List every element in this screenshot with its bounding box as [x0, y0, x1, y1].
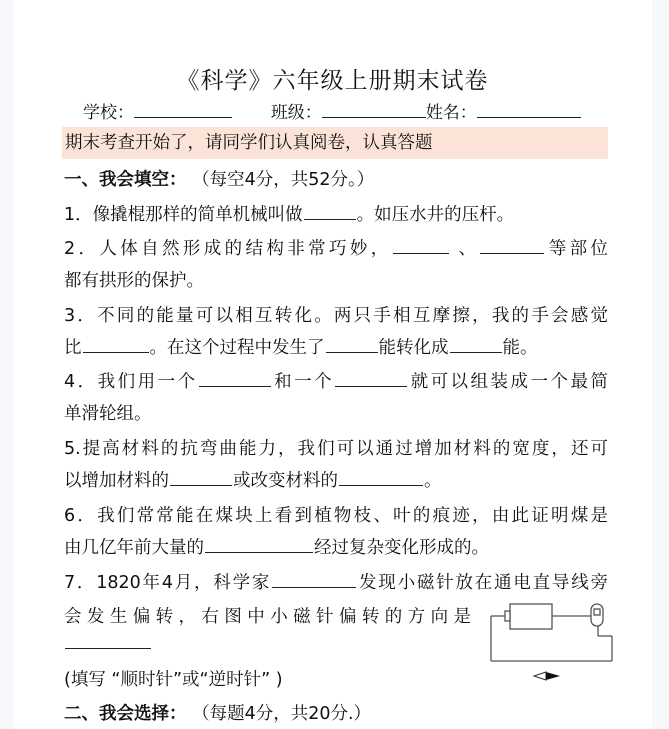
answer-blank[interactable]: [450, 337, 502, 353]
question-7-line2: 会发生偏转，右图中小磁针偏转的方向是: [64, 607, 474, 627]
question-1: 1．像撬棍那样的简单机械叫做 。如压水井的压杆。: [64, 205, 515, 225]
answer-blank[interactable]: [170, 470, 232, 486]
question-3-line2: 比 。在这个过程中发生了 能转化成 能。: [64, 338, 538, 358]
question-3-line1: 3．不同的能量可以相互转化。两只手相互摩擦，我的手会感觉: [64, 306, 608, 326]
answer-blank[interactable]: [393, 238, 449, 254]
answer-blank[interactable]: [339, 470, 423, 486]
answer-blank[interactable]: [304, 204, 356, 220]
answer-blank[interactable]: [326, 337, 378, 353]
circuit-battery-compass-icon: [488, 598, 613, 683]
answer-blank[interactable]: [83, 337, 149, 353]
class-field[interactable]: [322, 101, 426, 118]
question-6-line1: 6．我们常常能在煤块上看到植物枝、叶的痕迹，由此证明煤是: [64, 506, 608, 526]
question-5-line2: 以增加材料的 或改变材料的 。: [64, 471, 442, 491]
name-label: 姓名：: [425, 103, 477, 123]
instruction-banner: 期末考查开始了，请同学们认真阅卷，认真答题: [62, 127, 608, 159]
question-7-answer-line: [64, 633, 152, 654]
question-2-line1: 2．人体自然形成的结构非常巧妙， 、 等部位: [64, 239, 608, 259]
school-label: 学校：: [83, 103, 134, 123]
section1-heading: 一、我会填空： （每空4分，共52分。）: [64, 170, 375, 190]
page-title: 《科学》六年级上册期末试卷: [176, 68, 489, 94]
name-field[interactable]: [477, 101, 581, 118]
question-7-hint: (填写 “顺时针”或“逆时针” ): [64, 670, 283, 690]
school-field[interactable]: [134, 101, 232, 118]
question-4-line2: 单滑轮组。: [64, 404, 152, 424]
answer-blank[interactable]: [65, 633, 151, 649]
question-5-line1: 5.提高材料的抗弯曲能力，我们可以通过增加材料的宽度，还可: [64, 439, 608, 459]
class-label: 班级：: [270, 103, 322, 123]
answer-blank[interactable]: [480, 238, 544, 254]
answer-blank[interactable]: [272, 572, 356, 588]
student-info-row: [83, 98, 581, 123]
answer-blank[interactable]: [205, 537, 313, 553]
exam-page: [13, 0, 652, 729]
question-6-line2: 由几亿年前大量的 经过复杂变化形成的。: [64, 538, 489, 558]
section2-heading: 二、我会选择： （每题4分，共20分.）: [64, 704, 372, 724]
answer-blank[interactable]: [199, 371, 271, 387]
question-7-line1: 7．1820年4月，科学家 发现小磁针放在通电直导线旁: [64, 573, 608, 593]
question-2-line2: 都有拱形的保护。: [64, 271, 204, 291]
answer-blank[interactable]: [335, 371, 407, 387]
question-4-line1: 4．我们用一个 和一个 就可以组装成一个最简: [64, 372, 609, 392]
